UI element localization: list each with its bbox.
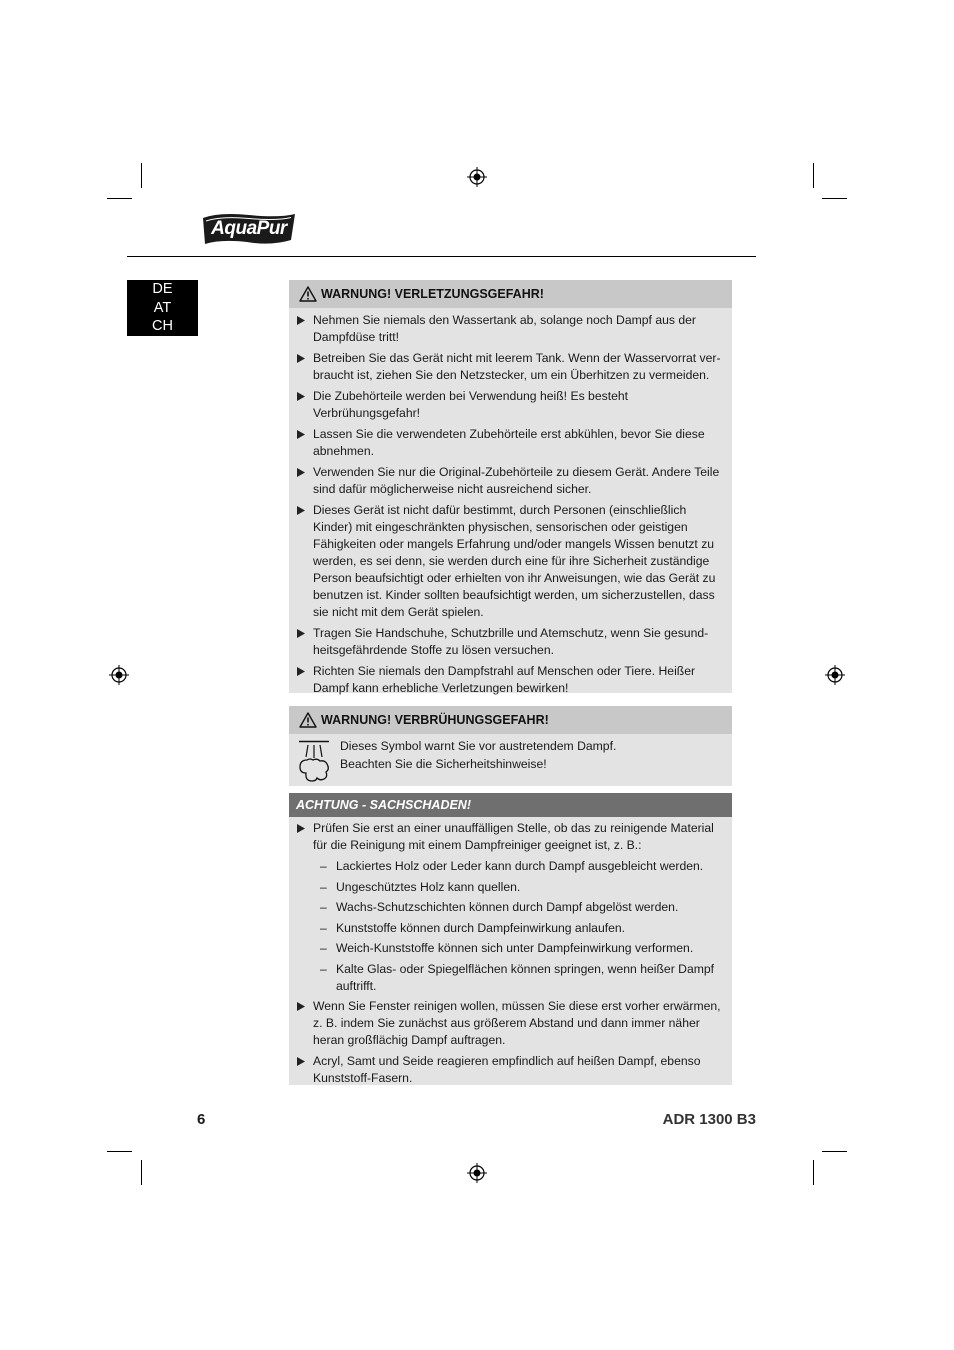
list-item: Nehmen Sie niemals den Wassertank ab, solange noch Dampf aus der Dampfdüse tritt!: [289, 312, 732, 346]
arrow-bullet-icon: [297, 667, 305, 676]
arrow-bullet-icon: [297, 468, 305, 477]
arrow-bullet-icon: [297, 316, 305, 325]
warning-injury-title: WARNUNG! VERLETZUNGSGEFAHR!: [321, 287, 544, 301]
sub-list-item: – Weich-Kunststoffe können sich unter Dampfeinwirkung verformen.: [320, 941, 694, 955]
list-item: Wenn Sie Fenster reinigen wollen, müssen Sie diese erst vorher erwärmen, z. B. indem Sie zunächst aus größerem Abstand und dann immer näher heran großflächig Dampf auftragen.: [289, 998, 732, 1049]
caution-header: [289, 793, 732, 817]
arrow-bullet-icon: [297, 1057, 305, 1066]
list-item: Lassen Sie die verwendeten Zubehörteile erst abkühlen, bevor Sie diese abnehmen.: [289, 426, 732, 460]
page-number: 6: [197, 1111, 206, 1128]
arrow-bullet-icon: [297, 506, 305, 515]
arrow-bullet-icon: [297, 1002, 305, 1011]
lang-ch: CH: [152, 318, 173, 334]
crop-mark: [822, 1151, 847, 1152]
list-item: Acryl, Samt und Seide reagieren empfindlich auf heißen Dampf, ebenso Kunststoff-Fasern.: [289, 1053, 732, 1087]
list-item: Richten Sie niemals den Dampfstrahl auf Menschen oder Tiere. Heißer Dampf kann erhebliche Verletzungen bewirken!: [289, 663, 732, 697]
lang-de: DE: [152, 281, 173, 297]
warning-triangle-icon: [299, 286, 317, 302]
warning-scald-header: [289, 706, 732, 734]
aquapur-logo: [199, 210, 299, 248]
crop-mark: [141, 1160, 142, 1185]
crop-mark: [107, 198, 132, 199]
arrow-bullet-icon: [297, 430, 305, 439]
steam-symbol-icon: [297, 740, 331, 784]
caution-title: ACHTUNG - SACHSCHADEN!: [296, 798, 471, 812]
registration-mark-icon: [109, 665, 129, 685]
brand-name: AquaPur: [211, 218, 287, 239]
warning-injury-box: [289, 280, 732, 693]
lang-at: AT: [153, 299, 172, 316]
model-number: ADR 1300 B3: [662, 1111, 756, 1128]
list-item: Prüfen Sie erst an einer unauffälligen Stelle, ob das zu reinigende Material für die Reinigung mit einem Dampfreiniger geeignet ist, z. B.:: [289, 820, 732, 854]
warning-triangle-icon: [299, 712, 317, 728]
registration-mark-icon: [825, 665, 845, 685]
arrow-bullet-icon: [297, 392, 305, 401]
list-item: Betreiben Sie das Gerät nicht mit leerem Tank. Wenn der Wasservorrat ver-braucht ist, ziehen Sie den Netzstecker, um ein Überhitzen zu vermeiden.: [289, 350, 732, 384]
warning-scald-box: [289, 706, 732, 786]
sub-list-item: – Lackiertes Holz oder Leder kann durch Dampf ausgebleicht werden.: [320, 859, 704, 873]
arrow-bullet-icon: [297, 354, 305, 363]
sub-list-item: – Ungeschütztes Holz kann quellen.: [320, 879, 521, 894]
sub-list-item: – Kunststoffe können durch Dampfeinwirkung anlaufen.: [320, 920, 626, 935]
sub-list-item: – Kalte Glas- oder Spiegelflächen können springen, wenn heißer Dampf auftrifft.: [320, 961, 715, 993]
sub-list-item: – Wachs-Schutzschichten können durch Dampf abgelöst werden.: [320, 900, 679, 914]
crop-mark: [107, 1151, 132, 1152]
list-item: Verwenden Sie nur die Original-Zubehörteile zu diesem Gerät. Andere Teile sind dafür möglicherweise nicht ausreichend sicher.: [289, 464, 732, 498]
arrow-bullet-icon: [297, 629, 305, 638]
list-item: Tragen Sie Handschuhe, Schutzbrille und Atemschutz, wenn Sie gesund-heitsgefährdende Stoffe zu lösen versuchen.: [289, 625, 732, 659]
crop-mark: [813, 1160, 814, 1185]
scald-text-line-1: Dieses Symbol warnt Sie vor austretendem Dampf.: [340, 739, 617, 753]
crop-mark: [813, 163, 814, 188]
scald-text-line-2: Beachten Sie die Sicherheitshinweise!: [340, 757, 547, 771]
warning-injury-header: [289, 280, 732, 308]
crop-mark: [822, 198, 847, 199]
language-badge: [127, 280, 198, 336]
arrow-bullet-icon: [297, 824, 305, 833]
header-rule: [127, 256, 756, 257]
crop-mark: [141, 163, 142, 188]
warning-scald-title: WARNUNG! VERBRÜHUNGSGEFAHR!: [321, 713, 549, 727]
registration-mark-icon: [467, 167, 487, 187]
caution-box: [289, 793, 732, 1085]
list-item: Dieses Gerät ist nicht dafür bestimmt, durch Personen (einschließlich Kinder) mit eingeschränkten physischen, sensorischen oder geistigen Fähigkeiten oder mangels Erfahrung und/oder mangels Wissen benutzt zu werden, es sei denn, sie werden durch eine für ihre Sicherheit zuständige Person beaufsichtigt oder erhielten von ihr Anweisungen, wie das Gerät zu benutzen ist. Kinder sollten beaufsichtigt werden, um sicherzustellen, dass sie nicht mit dem Gerät spielen.: [289, 502, 732, 621]
registration-mark-icon: [467, 1163, 487, 1183]
list-item: Die Zubehörteile werden bei Verwendung heiß! Es besteht Verbrühungsgefahr!: [289, 388, 732, 422]
